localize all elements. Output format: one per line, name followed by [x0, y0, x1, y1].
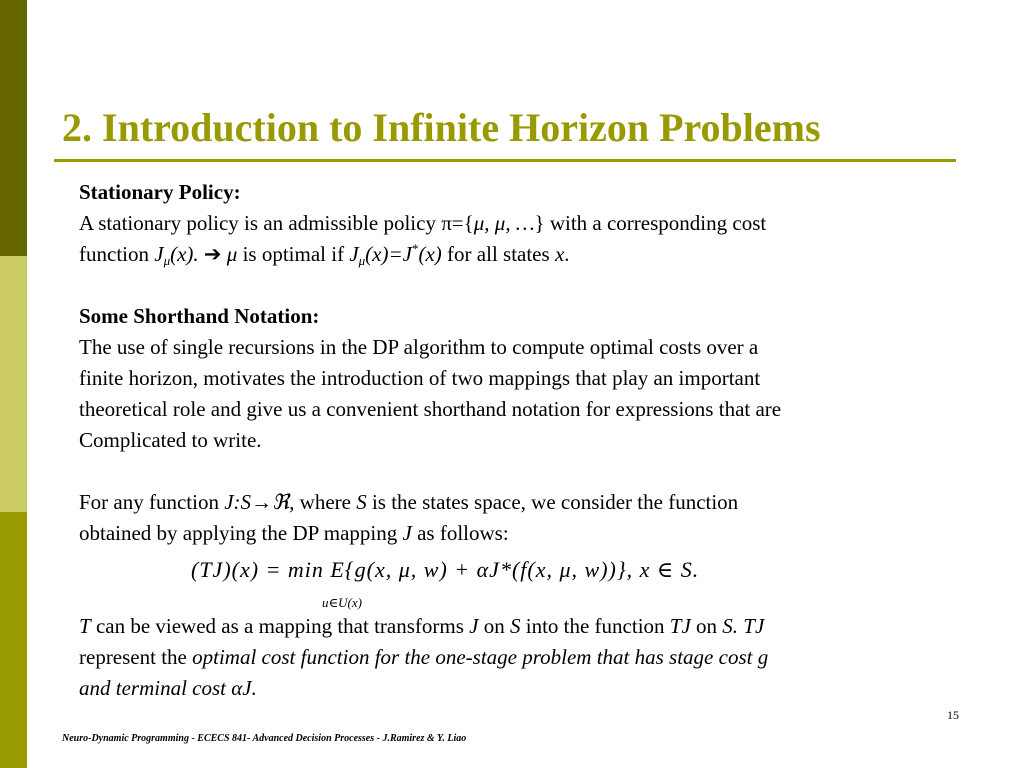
x-symbol: x	[554, 242, 565, 266]
final-line-2	[79, 642, 959, 673]
mu-symbol: μ	[226, 242, 238, 266]
slide-body	[79, 177, 959, 704]
equation-subscript: u∈U(x)	[322, 595, 362, 610]
S-symbol: S.	[722, 614, 739, 638]
stationary-line-2	[79, 239, 959, 270]
mu-subscript: μ	[358, 253, 366, 268]
mu-subscript: μ	[163, 253, 171, 268]
stationary-heading: Stationary Policy:	[79, 180, 241, 204]
text: into the function	[520, 614, 670, 638]
slide-title: 2. Introduction to Infinite Horizon Problems	[62, 105, 821, 150]
function-line-2	[79, 518, 959, 549]
J-symbol: J	[469, 614, 479, 638]
mu-sequence: μ, μ, …	[473, 211, 535, 235]
text: (x)	[418, 242, 442, 266]
shorthand-line: Complicated to write.	[79, 428, 262, 452]
side-bar-middle	[0, 256, 27, 512]
mapping-symbol: J:S→ℜ,	[224, 490, 295, 514]
text: (x).	[170, 242, 199, 266]
shorthand-heading: Some Shorthand Notation:	[79, 304, 320, 328]
text: represent the	[79, 645, 193, 669]
final-line-3	[79, 673, 959, 704]
equation-main: (TJ)(x) = min E{g(x, μ, w) + αJ*(f(x, μ, w))}, x ∈ S.	[191, 557, 700, 582]
text: on	[690, 614, 723, 638]
text: is the states space, we consider the function	[366, 490, 739, 514]
text: obtained by applying the DP mapping	[79, 521, 403, 545]
J-symbol: J	[154, 242, 164, 266]
italic-text: and terminal cost	[79, 676, 232, 700]
function-line-1	[79, 487, 959, 518]
text: (x)=J	[365, 242, 412, 266]
text: on	[478, 614, 510, 638]
text: } with a corresponding cost	[534, 211, 767, 235]
S-symbol: S	[356, 490, 367, 514]
text: is optimal if	[237, 242, 350, 266]
text: A stationary policy is an admissible policy	[79, 211, 442, 235]
TJ-symbol: TJ	[669, 614, 691, 638]
text: as follows:	[411, 521, 509, 545]
J-symbol: J	[349, 242, 359, 266]
text: For any function	[79, 490, 225, 514]
pi-symbol: π={	[441, 211, 474, 235]
T-symbol: T	[79, 614, 91, 638]
shorthand-line: The use of single recursions in the DP algorithm to compute optimal costs over a	[79, 335, 759, 359]
title-underline	[54, 159, 956, 162]
text: .	[564, 242, 570, 266]
stationary-line-1	[79, 208, 959, 239]
dp-mapping-equation	[79, 549, 959, 611]
S-symbol: S	[509, 614, 521, 638]
TJ-symbol: TJ	[738, 614, 765, 638]
text: can be viewed as a mapping that transforms	[90, 614, 470, 638]
text: function	[79, 242, 155, 266]
side-bar-top	[0, 0, 27, 256]
J-symbol: J	[402, 521, 412, 545]
alpha-J-symbol: αJ.	[231, 676, 257, 700]
shorthand-line: theoretical role and give us a convenient shorthand notation for expressions that are	[79, 397, 782, 421]
star-superscript: *	[411, 241, 419, 256]
final-line-1	[79, 611, 959, 642]
side-bar-bottom	[0, 512, 27, 768]
page-number: 15	[947, 708, 959, 722]
italic-text: optimal cost function for the one-stage problem that has stage cost g	[192, 645, 769, 669]
arrow-icon: ➔	[198, 242, 227, 266]
shorthand-line: finite horizon, motivates the introduction of two mappings that play an important	[79, 366, 761, 390]
text: for all states	[441, 242, 555, 266]
footer-text: Neuro-Dynamic Programming - ECECS 841- Advanced Decision Processes - J.Ramirez & Y. Liao	[62, 733, 467, 744]
text: where	[294, 490, 357, 514]
